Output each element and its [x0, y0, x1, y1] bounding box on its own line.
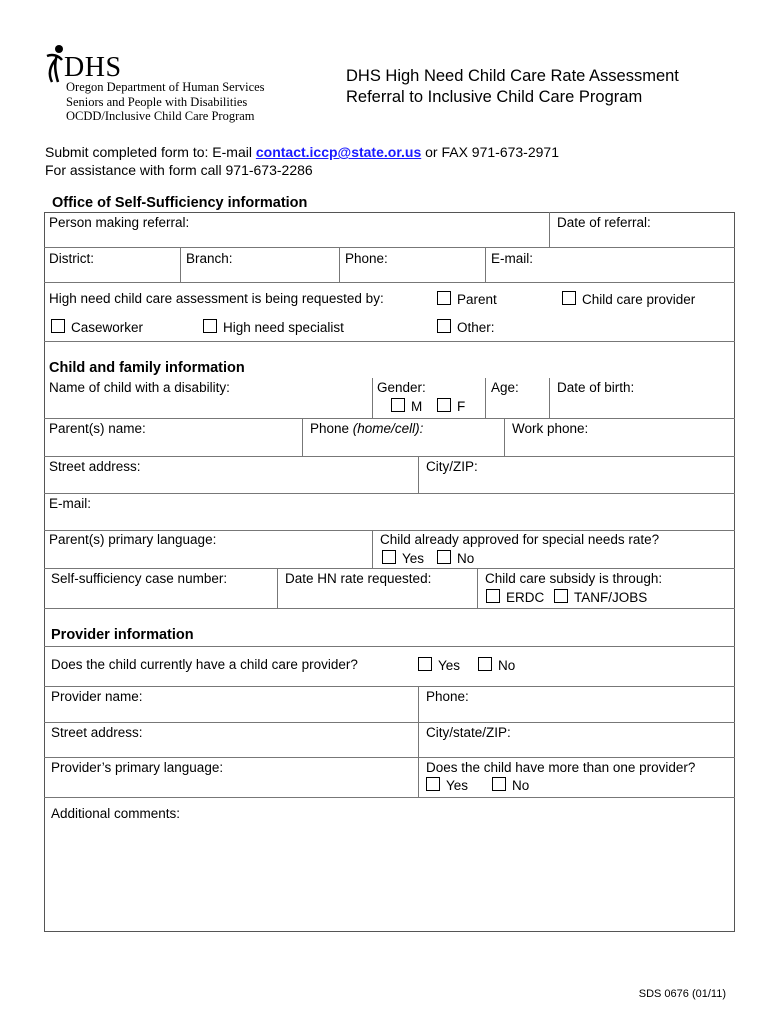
col-divider — [372, 530, 373, 568]
caseworker-option-label: Caseworker — [71, 320, 144, 335]
parent-phone-prefix: Phone — [310, 421, 353, 436]
caseworker-option[interactable] — [51, 319, 143, 335]
street-address-label: Street address: — [49, 459, 141, 474]
other-option-label: Other: — [457, 320, 495, 335]
date-of-referral-label: Date of referral: — [557, 215, 651, 230]
title-line-1: DHS High Need Child Care Rate Assessment — [346, 67, 679, 85]
child-heading: Child and family information — [49, 360, 245, 376]
caseworker-checkbox[interactable] — [51, 319, 65, 333]
row-divider — [44, 646, 735, 647]
more-yes-option[interactable] — [426, 777, 468, 793]
age-label: Age: — [491, 380, 519, 395]
row-divider — [44, 686, 735, 687]
more-no-option[interactable] — [492, 777, 529, 793]
agency-line-1: Oregon Department of Human Services — [66, 80, 265, 94]
row-divider — [44, 608, 735, 609]
agency-line-2: Seniors and People with Disabilities — [66, 94, 248, 109]
col-divider — [339, 247, 340, 282]
col-divider — [549, 212, 550, 247]
row-divider — [44, 247, 735, 248]
col-divider — [277, 568, 278, 608]
other-checkbox[interactable] — [437, 319, 451, 333]
col-divider — [372, 378, 373, 418]
approved-no-option[interactable] — [437, 550, 474, 566]
more-no-checkbox[interactable] — [492, 777, 506, 791]
parent-option-label: Parent — [457, 292, 497, 307]
provider-language-label: Provider’s primary language: — [51, 760, 224, 775]
provider-city-label: City/state/ZIP: — [426, 725, 511, 740]
parent-checkbox[interactable] — [437, 291, 451, 305]
erdc-checkbox[interactable] — [486, 589, 500, 603]
provider-phone-label: Phone: — [426, 689, 469, 704]
form-id: SDS 0676 (01/11) — [638, 988, 726, 1000]
provider-name-label: Provider name: — [51, 689, 143, 704]
gender-label: Gender: — [377, 380, 426, 395]
district-label: District: — [49, 251, 94, 266]
city-zip-label: City/ZIP: — [426, 459, 478, 474]
approved-no-checkbox[interactable] — [437, 550, 451, 564]
row-divider — [44, 282, 735, 283]
email-label: E-mail: — [491, 251, 534, 266]
row-divider — [44, 797, 735, 798]
has-provider-no-label: No — [498, 658, 516, 673]
col-divider — [477, 568, 478, 608]
approved-yes-option[interactable] — [382, 550, 424, 566]
title-line-2: Referral to Inclusive Child Care Program — [346, 88, 643, 106]
parent-language-label: Parent(s) primary language: — [49, 532, 217, 547]
other-option[interactable] — [437, 319, 495, 335]
gender-m-label: M — [411, 399, 423, 414]
col-divider — [418, 686, 419, 797]
gender-m-checkbox[interactable] — [391, 398, 405, 412]
tanf-label: TANF/JOBS — [574, 590, 648, 605]
col-divider — [302, 418, 303, 456]
case-number-label: Self-sufficiency case number: — [51, 571, 228, 586]
phone-label: Phone: — [345, 251, 388, 266]
dob-label: Date of birth: — [557, 380, 635, 395]
parent-option[interactable] — [437, 291, 497, 307]
provider-option-label: Child care provider — [582, 292, 696, 307]
more-yes-label: Yes — [446, 778, 469, 793]
approved-yes-checkbox[interactable] — [382, 550, 396, 564]
provider-heading: Provider information — [51, 627, 194, 643]
row-divider — [44, 341, 735, 342]
col-divider — [180, 247, 181, 282]
col-divider — [485, 247, 486, 282]
row-divider — [44, 456, 735, 457]
assist-line: For assistance with form call 971-673-2286 — [45, 162, 313, 178]
parents-name-label: Parent(s) name: — [49, 421, 146, 436]
row-divider — [44, 722, 735, 723]
col-divider — [504, 418, 505, 456]
logo-word: DHS — [64, 52, 122, 83]
form-title — [346, 66, 679, 108]
tanf-checkbox[interactable] — [554, 589, 568, 603]
more-no-label: No — [512, 778, 530, 793]
agency-name — [66, 80, 265, 124]
provider-street-label: Street address: — [51, 725, 143, 740]
row-divider — [44, 493, 735, 494]
specialist-option-label: High need specialist — [223, 320, 344, 335]
gender-f-label: F — [457, 399, 466, 414]
email-link[interactable]: contact.iccp@state.or.us — [255, 144, 422, 160]
person-making-referral-label: Person making referral: — [49, 215, 190, 230]
submit-instructions — [45, 143, 559, 179]
has-provider-yes-option[interactable] — [418, 657, 460, 673]
provider-checkbox[interactable] — [562, 291, 576, 305]
approved-yes-label: Yes — [402, 551, 425, 566]
more-yes-checkbox[interactable] — [426, 777, 440, 791]
requested-by-label: High need child care assessment is being requested by: — [49, 291, 384, 306]
agency-line-3: OCDD/Inclusive Child Care Program — [66, 109, 255, 123]
has-provider-no-option[interactable] — [478, 657, 515, 673]
more-than-one-label: Does the child have more than one provider? — [426, 760, 696, 775]
parent-phone-label — [310, 421, 423, 436]
work-phone-label: Work phone: — [512, 421, 589, 436]
child-email-label: E-mail: — [49, 496, 92, 511]
tanf-option[interactable] — [554, 589, 647, 605]
gender-m-option[interactable] — [391, 398, 422, 414]
erdc-label: ERDC — [506, 590, 545, 605]
subsidy-label: Child care subsidy is through: — [485, 571, 663, 586]
approved-label: Child already approved for special needs rate? — [380, 532, 660, 547]
erdc-option[interactable] — [486, 589, 544, 605]
specialist-option[interactable] — [203, 319, 344, 335]
col-divider — [549, 378, 550, 418]
gender-f-checkbox[interactable] — [437, 398, 451, 412]
approved-no-label: No — [457, 551, 475, 566]
oss-heading: Office of Self-Sufficiency information — [52, 195, 308, 211]
row-divider — [44, 418, 735, 419]
branch-label: Branch: — [186, 251, 233, 266]
col-divider — [485, 378, 486, 418]
child-name-label: Name of child with a disability: — [49, 380, 230, 395]
has-provider-yes-checkbox[interactable] — [418, 657, 432, 671]
submit-suffix: or FAX 971-673-2971 — [421, 144, 559, 160]
row-divider — [44, 568, 735, 569]
parent-phone-italic: (home/cell): — [352, 421, 424, 436]
specialist-checkbox[interactable] — [203, 319, 217, 333]
row-divider — [44, 757, 735, 758]
comments-label: Additional comments: — [51, 806, 181, 821]
date-hn-label: Date HN rate requested: — [285, 571, 432, 586]
row-divider — [44, 530, 735, 531]
has-provider-yes-label: Yes — [438, 658, 461, 673]
gender-f-option[interactable] — [437, 398, 465, 414]
submit-prefix: Submit completed form to: E-mail — [45, 144, 256, 160]
col-divider — [418, 456, 419, 493]
has-provider-no-checkbox[interactable] — [478, 657, 492, 671]
provider-option[interactable] — [562, 291, 695, 307]
has-provider-label: Does the child currently have a child care provider? — [51, 657, 358, 672]
